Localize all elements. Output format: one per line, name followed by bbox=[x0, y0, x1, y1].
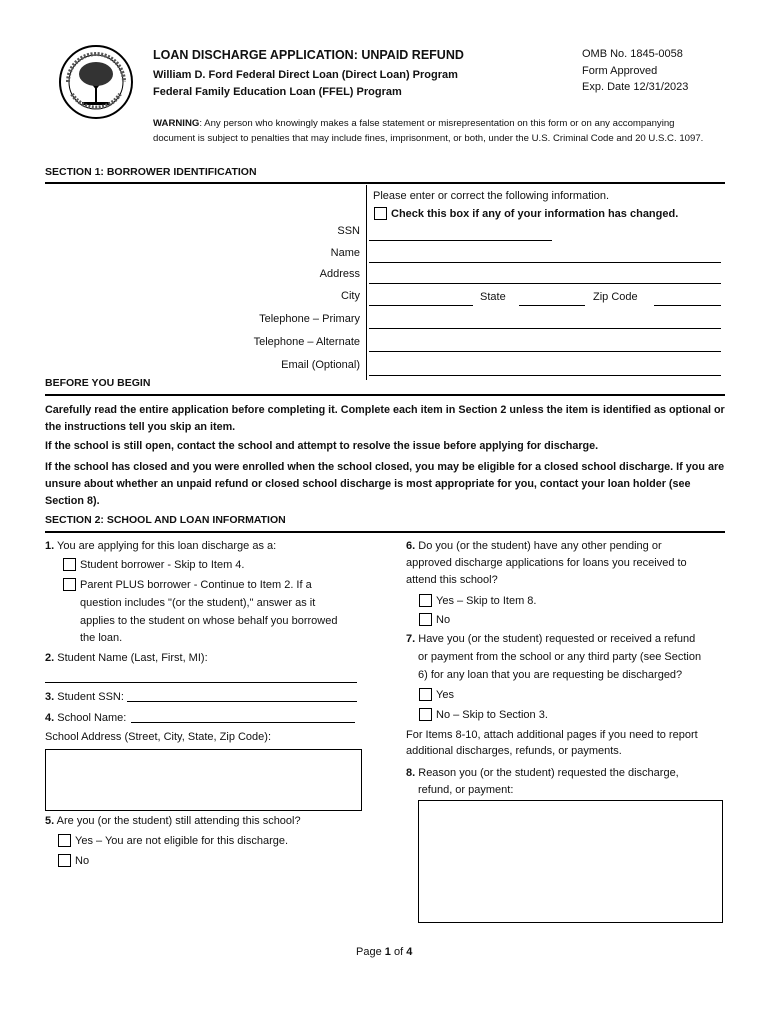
q5-yes-label: Yes – You are not eligible for this discharge. bbox=[75, 835, 289, 847]
page-indicator: Page 1 of 4 bbox=[356, 946, 413, 958]
q6-text-3: attend this school? bbox=[406, 574, 498, 586]
items-note-2: additional discharges, refunds, or payments. bbox=[406, 745, 622, 757]
q6-no-checkbox[interactable] bbox=[419, 613, 432, 626]
name-input[interactable] bbox=[369, 262, 721, 263]
info-changed-label: Check this box if any of your information has changed. bbox=[391, 208, 679, 220]
items-note-1: For Items 8-10, attach additional pages if you need to report bbox=[406, 729, 698, 741]
before-paragraph-1: Carefully read the entire application before completing it. Complete each item in Section 2 unless the item is identified as optional or the instructions tell you skip an item. bbox=[45, 404, 725, 433]
section2-rule bbox=[45, 531, 725, 533]
q1-parent-checkbox[interactable] bbox=[63, 578, 76, 591]
program-ffel: Federal Family Education Loan (FFEL) Program bbox=[153, 86, 402, 98]
q8-reason-box[interactable] bbox=[418, 800, 723, 923]
email-input[interactable] bbox=[369, 375, 721, 376]
q5-no-label: No bbox=[75, 855, 90, 867]
q7-yes-checkbox[interactable] bbox=[419, 688, 432, 701]
q7-text-2: or payment from the school or any third party (see Section bbox=[418, 651, 702, 663]
before-paragraph-3: If the school has closed and you were enrolled when the school closed, you may be eligible for a closed school discharge. If you are unsure about whether an unpaid refund or closed school discharge is most appropriate for you, contact your loan holder (see Section 8). bbox=[45, 461, 725, 507]
address-label: Address bbox=[319, 268, 360, 280]
address-input[interactable] bbox=[369, 283, 721, 284]
q5-yes-checkbox[interactable] bbox=[58, 834, 71, 847]
phone-alternate-label: Telephone – Alternate bbox=[253, 336, 360, 348]
student-name-input[interactable] bbox=[45, 682, 357, 683]
ssn-input[interactable] bbox=[369, 240, 552, 241]
q7-no-label: No – Skip to Section 3. bbox=[436, 709, 548, 721]
q4-text: 4. School Name: bbox=[45, 712, 127, 724]
q1-parent-label-1: Parent PLUS borrower - Continue to Item 2. If a bbox=[80, 579, 312, 591]
name-label: Name bbox=[330, 247, 360, 259]
q3-text: 3. Student SSN: bbox=[45, 691, 124, 703]
omb-number: OMB No. 1845-0058 bbox=[582, 48, 683, 60]
email-label: Email (Optional) bbox=[281, 359, 360, 371]
zip-label: Zip Code bbox=[593, 291, 638, 303]
q1-text: 1. You are applying for this loan discharge as a: bbox=[45, 540, 277, 552]
phone-primary-label: Telephone – Primary bbox=[259, 313, 360, 325]
q2-text: 2. Student Name (Last, First, MI): bbox=[45, 652, 208, 664]
school-address-label: School Address (Street, City, State, Zip Code): bbox=[45, 731, 272, 743]
city-input[interactable] bbox=[369, 305, 473, 306]
before-rule bbox=[45, 394, 725, 396]
before-title: BEFORE YOU BEGIN bbox=[45, 377, 151, 389]
section1-divider bbox=[366, 185, 367, 380]
q7-text-3: 6) for any loan that you are requesting be discharged? bbox=[418, 669, 683, 681]
state-input[interactable] bbox=[519, 305, 585, 306]
q6-no-label: No bbox=[436, 614, 451, 626]
phone-alternate-input[interactable] bbox=[369, 351, 721, 352]
state-label: State bbox=[480, 291, 506, 303]
q1-parent-label-3: applies to the student on whose behalf you borrowed bbox=[80, 615, 338, 627]
warning-text: : Any person who knowingly makes a false statement or misrepresentation on this form or on any accompanying document is subject to penalties that may include fines, imprisonment, or both, under the U.S. Criminal Code and 20 U.S.C. 1097. bbox=[153, 118, 704, 144]
section2-title: SECTION 2: SCHOOL AND LOAN INFORMATION bbox=[45, 514, 286, 526]
section1-instruction: Please enter or correct the following information. bbox=[373, 190, 610, 202]
student-ssn-input[interactable] bbox=[127, 701, 357, 702]
q5-no-checkbox[interactable] bbox=[58, 854, 71, 867]
city-label: City bbox=[341, 290, 360, 302]
ssn-label: SSN bbox=[337, 225, 360, 237]
q6-yes-label: Yes – Skip to Item 8. bbox=[436, 595, 537, 607]
department-of-education-seal bbox=[58, 44, 134, 120]
form-approved: Form Approved bbox=[582, 65, 658, 77]
q7-yes-label: Yes bbox=[436, 689, 454, 701]
zip-input[interactable] bbox=[654, 305, 721, 306]
expiration-date: Exp. Date 12/31/2023 bbox=[582, 81, 689, 93]
section1-rule bbox=[45, 182, 725, 184]
q1-parent-label-4: the loan. bbox=[80, 632, 123, 644]
info-changed-checkbox[interactable] bbox=[374, 207, 387, 220]
phone-primary-input[interactable] bbox=[369, 328, 721, 329]
school-address-box[interactable] bbox=[45, 749, 362, 811]
warning-notice bbox=[153, 116, 713, 146]
q8-text-2: refund, or payment: bbox=[418, 784, 514, 796]
q6-text-1: 6. Do you (or the student) have any other pending or bbox=[406, 540, 662, 552]
q7-text-1: 7. Have you (or the student) requested or received a refund bbox=[406, 633, 696, 645]
before-paragraph-2: If the school is still open, contact the school and attempt to resolve the issue before applying for discharge. bbox=[45, 440, 599, 452]
q5-text: 5. Are you (or the student) still attending this school? bbox=[45, 815, 301, 827]
section1-title: SECTION 1: BORROWER IDENTIFICATION bbox=[45, 166, 257, 178]
q7-no-checkbox[interactable] bbox=[419, 708, 432, 721]
q6-text-2: approved discharge applications for loans you received to bbox=[406, 557, 687, 569]
q1-student-label: Student borrower - Skip to Item 4. bbox=[80, 559, 245, 571]
q8-text-1: 8. Reason you (or the student) requested the discharge, bbox=[406, 767, 679, 779]
q1-parent-label-2: question includes "(or the student)," answer as it bbox=[80, 597, 316, 609]
warning-label: WARNING bbox=[153, 118, 200, 129]
form-title: LOAN DISCHARGE APPLICATION: UNPAID REFUND bbox=[153, 48, 464, 62]
school-name-input[interactable] bbox=[131, 722, 355, 723]
program-direct-loan: William D. Ford Federal Direct Loan (Direct Loan) Program bbox=[153, 69, 458, 81]
q1-student-checkbox[interactable] bbox=[63, 558, 76, 571]
q6-yes-checkbox[interactable] bbox=[419, 594, 432, 607]
